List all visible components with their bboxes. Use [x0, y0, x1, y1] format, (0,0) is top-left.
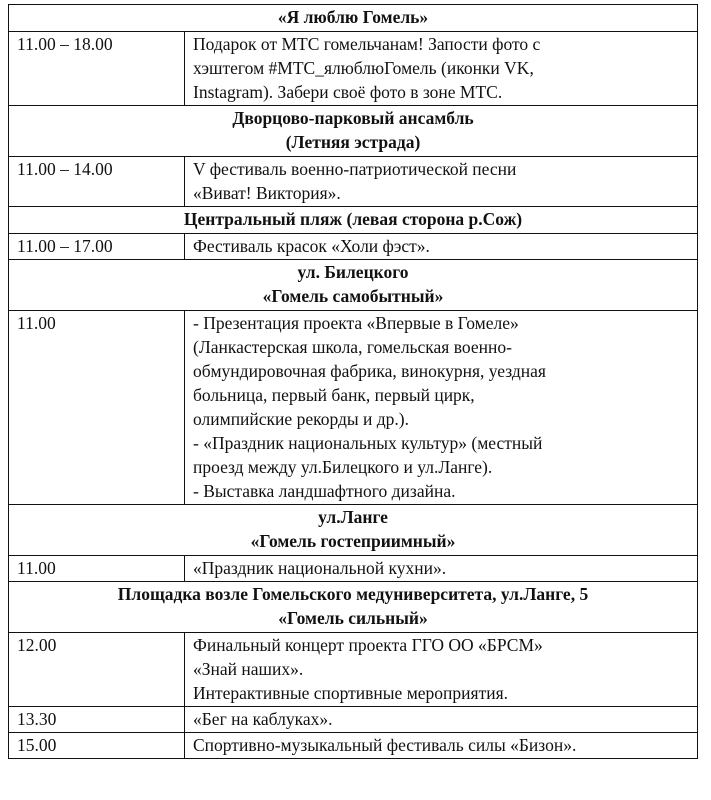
section-header-line: Дворцово-парковый ансамбль	[232, 108, 474, 128]
event-description-line: хэштегом #МТС_ялюблюГомель (иконки VK,	[193, 58, 534, 78]
event-description-line: - «Праздник национальных культур» (местный	[193, 433, 543, 453]
event-description	[185, 733, 698, 759]
event-description	[185, 311, 698, 505]
event-description-line: - Выставка ландшафтного дизайна.	[193, 481, 456, 501]
table-row	[9, 157, 698, 207]
event-description-line: Instagram). Забери своё фото в зоне МТС.	[193, 82, 503, 102]
section-header-line: «Гомель сильный»	[278, 608, 428, 628]
table-row	[9, 234, 698, 260]
section-header-line: «Я люблю Гомель»	[277, 7, 429, 27]
schedule-table	[8, 4, 698, 759]
event-description-line: «Знай наших».	[193, 659, 304, 679]
event-description	[185, 234, 698, 260]
event-description-line: Финальный концерт проекта ГГО ОО «БРСМ»	[193, 635, 543, 655]
event-description-line: «Виват! Виктория».	[193, 183, 341, 203]
event-description-line: обмундировочная фабрика, винокурня, уездная	[193, 361, 546, 381]
event-description-line: больница, первый банк, первый цирк,	[193, 385, 475, 405]
section-header	[9, 260, 698, 311]
event-description	[185, 633, 698, 707]
event-description-line: Интерактивные спортивные мероприятия.	[193, 683, 508, 703]
event-time: 11.00 – 17.00	[9, 234, 185, 260]
section-header-line: «Гомель гостеприимный»	[250, 531, 456, 551]
section-header-row	[9, 505, 698, 556]
event-description	[185, 707, 698, 733]
section-header-row	[9, 260, 698, 311]
table-row	[9, 733, 698, 759]
event-description	[185, 32, 698, 106]
table-row	[9, 633, 698, 707]
event-time: 11.00	[9, 556, 185, 582]
section-header-row	[9, 582, 698, 633]
section-header-row	[9, 106, 698, 157]
table-row	[9, 556, 698, 582]
event-description-line: Подарок от МТС гомельчанам! Запости фото с	[193, 34, 541, 54]
event-description-line: проезд между ул.Билецкого и ул.Ланге).	[193, 457, 493, 477]
event-description-line: (Ланкастерская школа, гомельская военно-	[193, 337, 512, 357]
section-header	[9, 505, 698, 556]
event-description	[185, 157, 698, 207]
section-header	[9, 582, 698, 633]
event-time: 11.00 – 18.00	[9, 32, 185, 106]
section-header	[9, 207, 698, 234]
event-description-line: Спортивно-музыкальный фестиваль силы «Бизон».	[193, 735, 577, 755]
table-row	[9, 707, 698, 733]
section-header-line: Центральный пляж (левая сторона р.Сож)	[183, 209, 523, 229]
event-description-line: Фестиваль красок «Холи фэст».	[193, 236, 430, 256]
event-description-line: «Бег на каблуках».	[193, 709, 333, 729]
event-time: 13.30	[9, 707, 185, 733]
section-header-line: Площадка возле Гомельского медуниверситета, ул.Ланге, 5	[117, 584, 589, 604]
section-header-line: ул. Билецкого	[297, 262, 409, 282]
section-header-row	[9, 207, 698, 234]
section-header	[9, 5, 698, 32]
event-time: 15.00	[9, 733, 185, 759]
event-time: 11.00 – 14.00	[9, 157, 185, 207]
schedule-body	[9, 5, 698, 759]
section-header-line: ул.Ланге	[318, 507, 388, 527]
event-description-line: - Презентация проекта «Впервые в Гомеле»	[193, 313, 519, 333]
event-description-line: олимпийские рекорды и др.).	[193, 409, 409, 429]
section-header-line: (Летняя эстрада)	[285, 132, 421, 152]
event-description-line: V фестиваль военно-патриотической песни	[193, 159, 517, 179]
event-time: 11.00	[9, 311, 185, 505]
event-description	[185, 556, 698, 582]
table-row	[9, 32, 698, 106]
table-row	[9, 311, 698, 505]
section-header-line: «Гомель самобытный»	[262, 286, 444, 306]
event-description-line: «Праздник национальной кухни».	[193, 558, 447, 578]
section-header-row	[9, 5, 698, 32]
event-time: 12.00	[9, 633, 185, 707]
section-header	[9, 106, 698, 157]
